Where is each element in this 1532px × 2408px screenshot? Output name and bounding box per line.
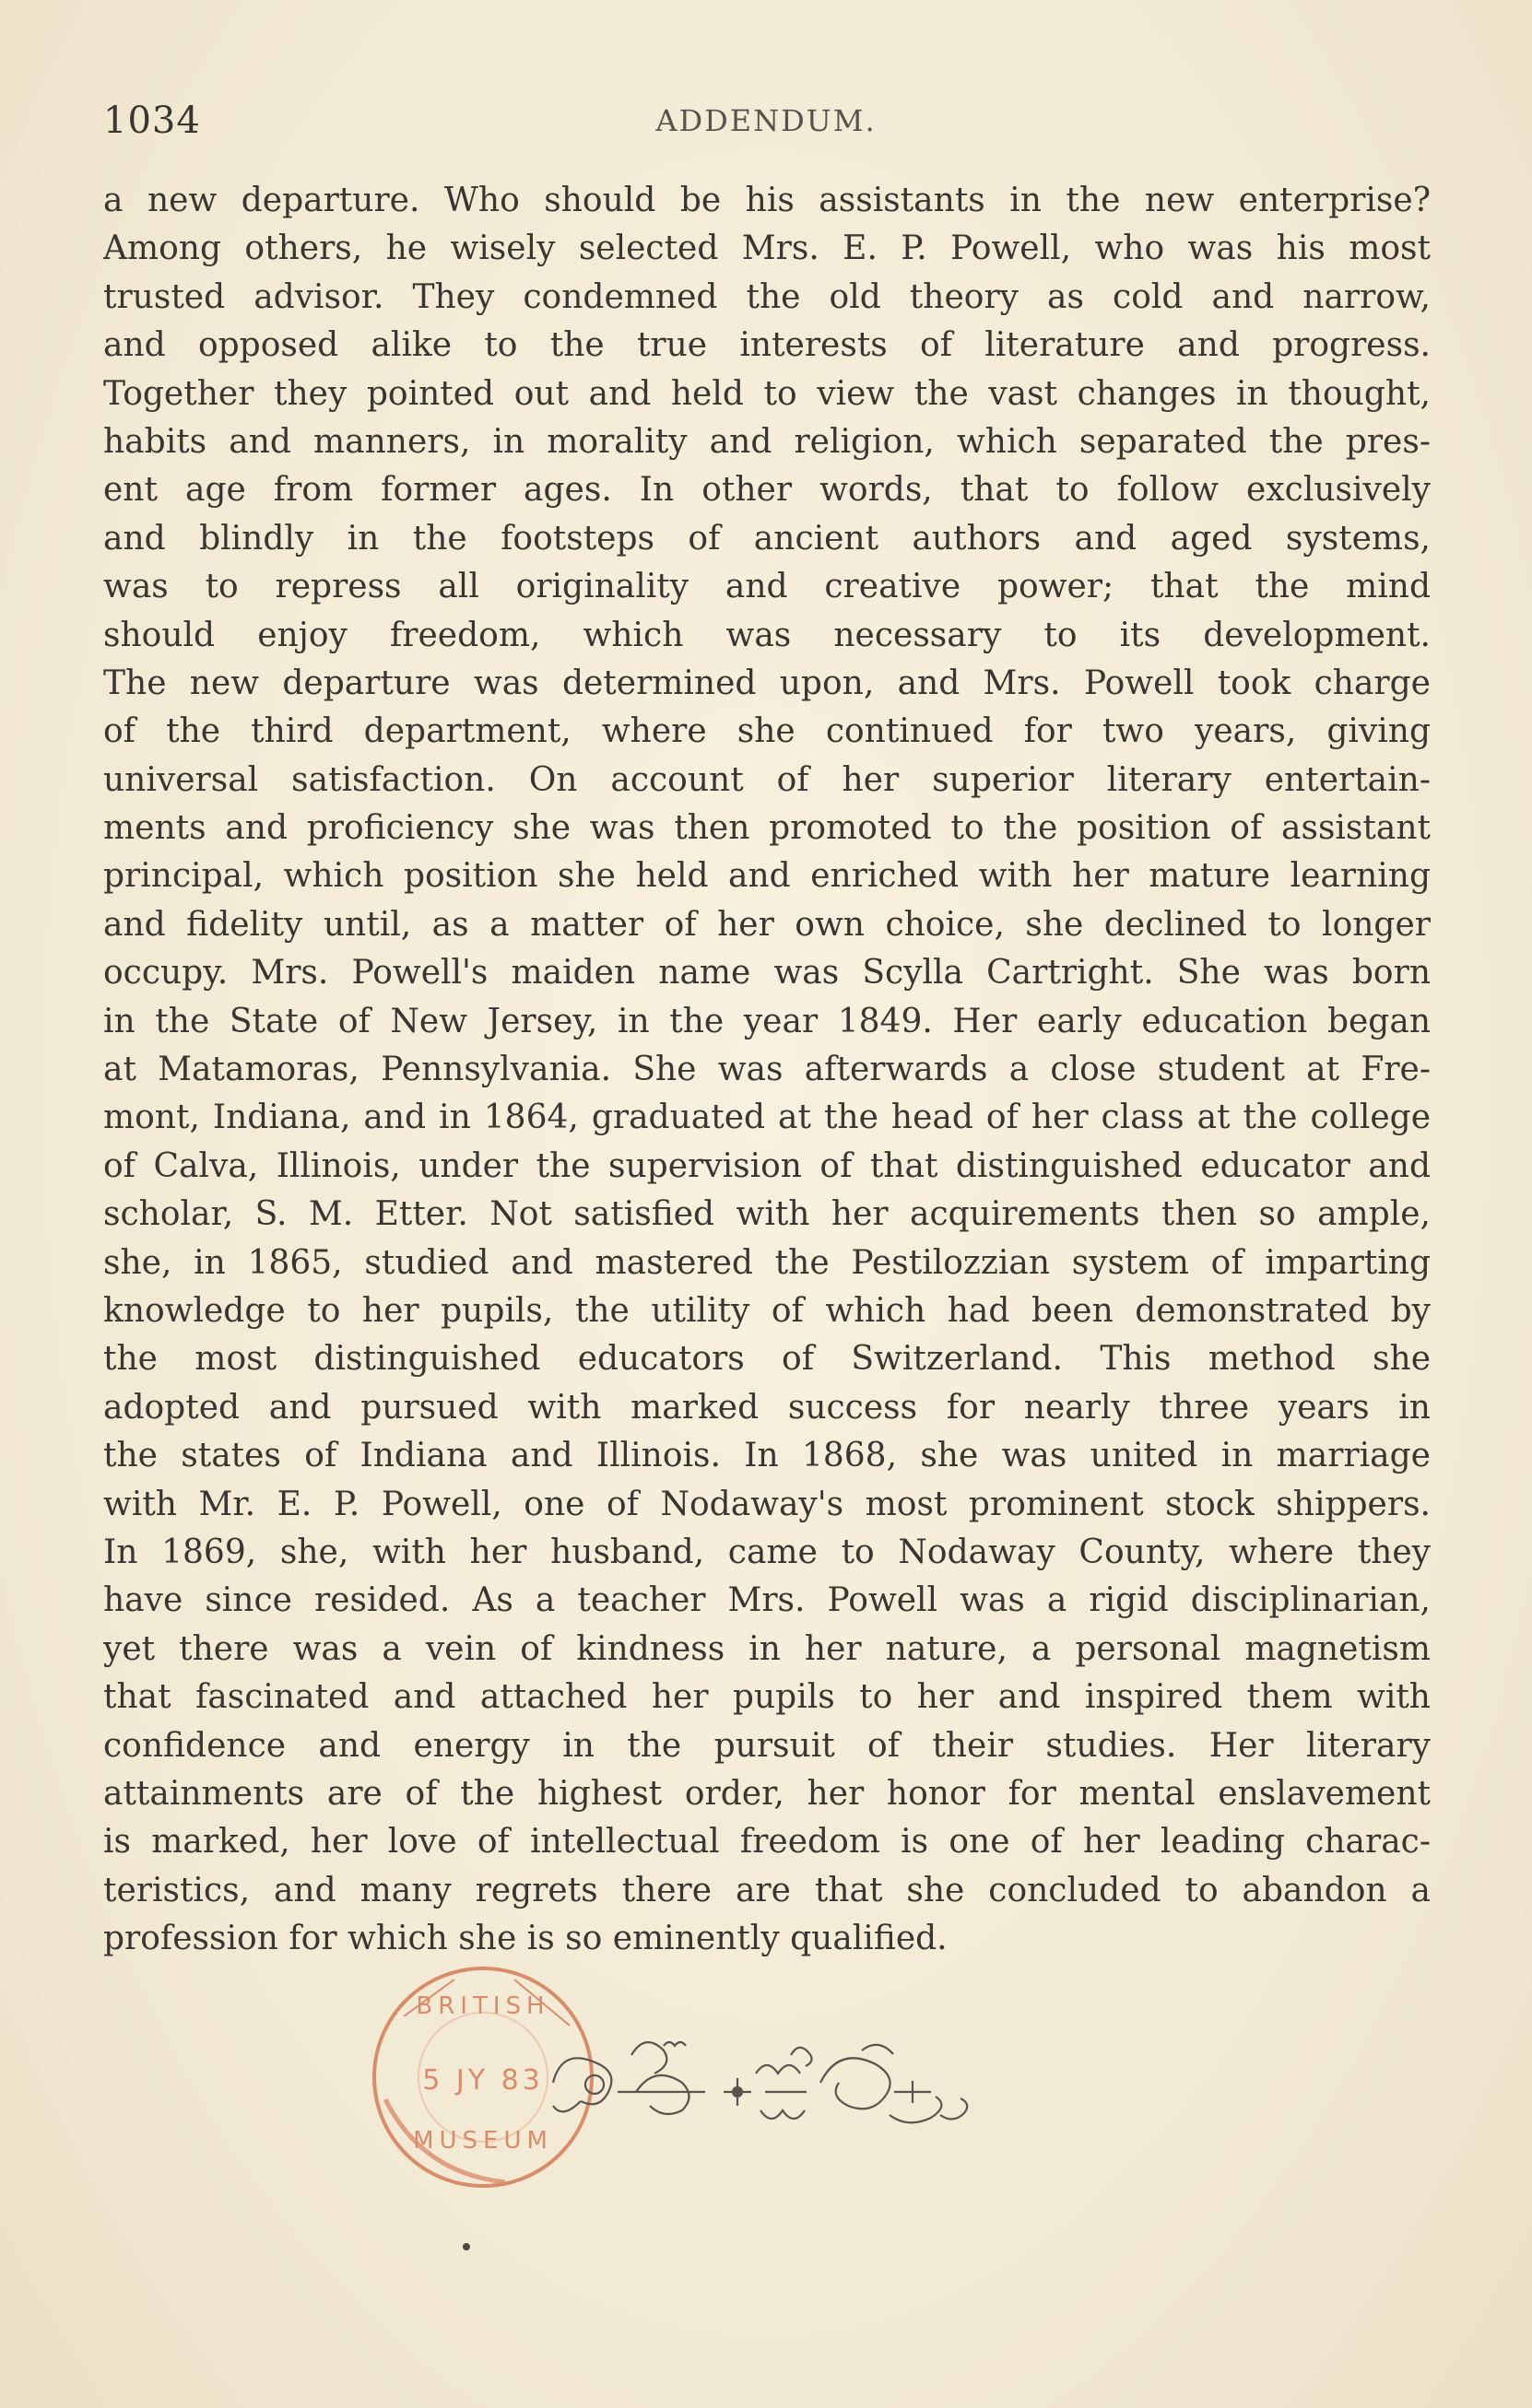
text-line: attainments are of the highest order, her honor for mental enslavement (103, 1774, 1431, 1813)
text-line: In 1869, she, with her husband, came to Nodaway County, where they (103, 1533, 1431, 1571)
text-line: profession for which she is so eminently qualified. (103, 1920, 948, 1958)
stamp-date: 5 JY 83 (422, 2064, 544, 2097)
text-line: ent age from former ages. In other words, that to follow exclusively (103, 471, 1431, 510)
text-line: with Mr. E. P. Powell, one of Nodaway's most prominent stock shippers. (103, 1485, 1431, 1523)
running-head: ADDENDUM. (655, 103, 877, 138)
text-line: was to repress all originality and creative power; that the mind (103, 568, 1431, 606)
text-line: teristics, and many regrets there are that she concluded to abandon a (103, 1871, 1431, 1909)
text-line: she, in 1865, studied and mastered the Pestilozzian system of imparting (103, 1243, 1431, 1282)
text-line: knowledge to her pupils, the utility of which had been demonstrated by (103, 1291, 1431, 1330)
text-line: the most distinguished educators of Switzerland. This method she (103, 1340, 1431, 1379)
text-line: should enjoy freedom, which was necessary to its development. (103, 616, 1431, 654)
text-line: is marked, her love of intellectual freedom is one of her leading charac- (103, 1823, 1431, 1862)
ink-speck (463, 2243, 470, 2250)
text-line: yet there was a vein of kindness in her nature, a personal magnetism (103, 1629, 1431, 1668)
text-line: and fidelity until, as a matter of her own choice, she declined to longer (103, 905, 1431, 944)
text-line: adopted and pursued with marked success for nearly three years in (103, 1388, 1431, 1427)
text-line: of the third department, where she continued for two years, giving (103, 712, 1431, 751)
text-line: principal, which position she held and enriched with her mature learning (103, 857, 1431, 896)
text-line: The new departure was determined upon, and Mrs. Powell took charge (103, 664, 1431, 702)
stamp-museum-text: MUSEUM (413, 2127, 553, 2155)
text-line: universal satisfaction. On account of her superior literary entertain- (103, 760, 1431, 799)
page-number: 1034 (103, 100, 201, 142)
text-line: have since resided. As a teacher Mrs. Powell was a rigid disciplinarian, (103, 1581, 1431, 1620)
text-line: occupy. Mrs. Powell's maiden name was Scylla Cartright. She was born (103, 954, 1431, 993)
stamp-institution-text: BRITISH (416, 1992, 550, 2020)
text-line: trusted advisor. They condemned the old theory as cold and narrow, (103, 277, 1431, 316)
text-line: at Matamoras, Pennsylvania. She was afterwards a close student at Fre- (103, 1051, 1431, 1089)
text-line: of Calva, Illinois, under the supervision of that distinguished educator and (103, 1146, 1431, 1185)
text-line: that fascinated and attached her pupils to her and inspired them with (103, 1678, 1431, 1717)
text-line: in the State of New Jersey, in the year 1849. Her early education began (103, 1002, 1431, 1040)
text-line: and blindly in the footsteps of ancient authors and aged systems, (103, 519, 1431, 558)
text-line: Among others, he wisely selected Mrs. E. P. Powell, who was his most (103, 229, 1431, 268)
text-line: habits and manners, in morality and religion, which separated the pres- (103, 422, 1431, 461)
text-line: scholar, S. M. Etter. Not satisfied with her acquirements then so ample, (103, 1195, 1431, 1234)
body-text (103, 177, 1431, 1963)
text-line: and opposed alike to the true interests of literature and progress. (103, 326, 1431, 365)
text-line: ments and proficiency she was then promoted to the position of assistant (103, 809, 1431, 848)
decorative-ornament (544, 2027, 986, 2129)
text-line: confidence and energy in the pursuit of their studies. Her literary (103, 1726, 1431, 1765)
text-line: mont, Indiana, and in 1864, graduated at the head of her class at the college (103, 1098, 1431, 1137)
text-line: Together they pointed out and held to view the vast changes in thought, (103, 374, 1431, 413)
text-line: the states of Indiana and Illinois. In 1868, she was united in marriage (103, 1437, 1431, 1475)
text-line: a new departure. Who should be his assistants in the new enterprise? (103, 182, 1431, 219)
